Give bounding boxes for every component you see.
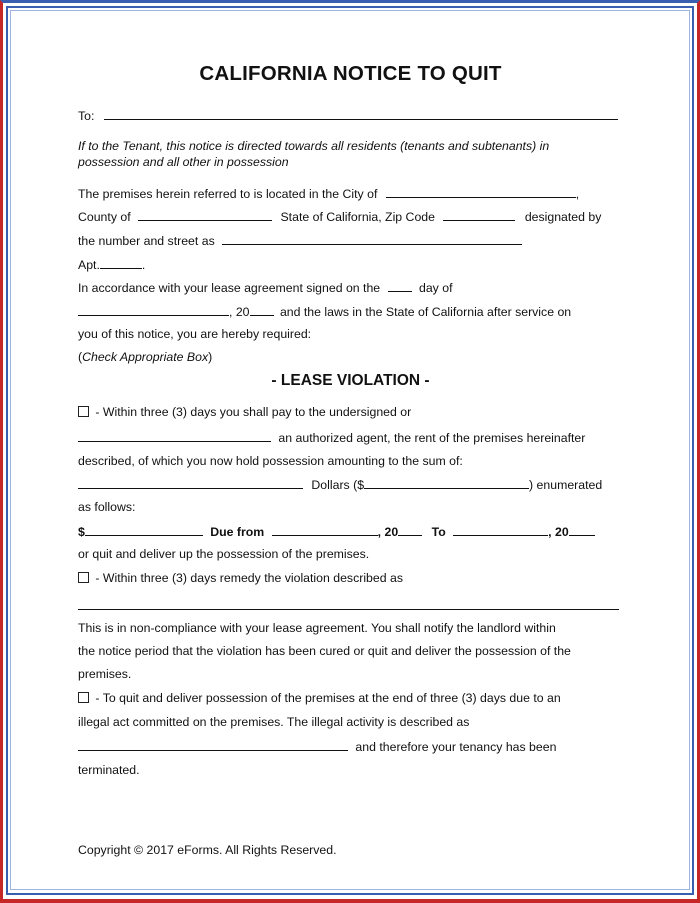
option2-row-1	[78, 571, 403, 585]
dollar-sign: $	[78, 525, 85, 539]
option3-checkbox[interactable]	[78, 692, 89, 703]
enumerated-text: ) enumerated	[529, 478, 603, 492]
dollars-amount-field[interactable]	[364, 477, 529, 489]
option3-row-2: illegal act committed on the premises. The illegal activity is described as	[78, 715, 470, 729]
county-label: County of	[78, 210, 131, 224]
city-field[interactable]	[386, 186, 576, 198]
agent-text: an authorized agent, the rent of the premises hereinafter	[278, 431, 586, 445]
notice-page	[78, 0, 623, 903]
agent-field[interactable]	[78, 430, 271, 442]
option3-row-1	[78, 691, 561, 705]
option2-row-4: premises.	[78, 667, 132, 681]
paren-close: )	[208, 350, 213, 364]
copyright-footer: Copyright © 2017 eForms. All Rights Reserved.	[78, 843, 337, 857]
dollars-label: Dollars ($	[311, 478, 365, 492]
violation-field[interactable]	[78, 598, 619, 610]
lease-row-2	[78, 304, 571, 319]
option3-row-3	[78, 739, 556, 754]
premises-row-3	[78, 233, 522, 248]
paren-open: (	[78, 350, 83, 364]
option1-row-6	[78, 524, 595, 539]
county-field[interactable]	[138, 209, 272, 221]
dollars-words-field[interactable]	[78, 477, 303, 489]
to-label-bold: To	[431, 525, 446, 539]
option2-checkbox[interactable]	[78, 572, 89, 583]
premises-row-2	[78, 209, 601, 224]
tenant-note-line-2: possession and all other in possession	[78, 155, 289, 169]
option1-row-4	[78, 477, 602, 492]
tenant-note-line-1: If to the Tenant, this notice is directed towards all residents (tenants and subtenants) in	[78, 139, 550, 153]
lease-year-field[interactable]	[250, 304, 274, 316]
due-to-field[interactable]	[453, 524, 548, 536]
illegal-activity-field[interactable]	[78, 739, 348, 751]
option3-row-4: terminated.	[78, 763, 140, 777]
day-of-text: day of	[419, 281, 453, 295]
lease-row-4	[78, 350, 212, 364]
option1-text: - Within three (3) days you shall pay to the undersigned or	[92, 405, 412, 419]
lease-row-3: you of this notice, you are hereby required:	[78, 327, 312, 341]
to-field[interactable]	[104, 108, 618, 120]
year-prefix: , 20	[229, 305, 250, 319]
apt-period: .	[141, 258, 146, 272]
violation-row	[78, 598, 619, 613]
designated-by-text: designated by	[524, 210, 602, 224]
option1-row-2	[78, 430, 585, 445]
check-box-instruction: Check Appropriate Box	[82, 350, 209, 364]
laws-text: and the laws in the State of California after service on	[279, 305, 572, 319]
option1-row-1	[78, 405, 411, 419]
zip-label: State of California, Zip Code	[280, 210, 435, 224]
lease-violation-heading: - LEASE VIOLATION -	[271, 372, 430, 389]
due-from-field[interactable]	[272, 524, 378, 536]
lease-month-field[interactable]	[78, 304, 229, 316]
premises-row-4	[78, 257, 145, 272]
lease-row-1	[78, 280, 453, 295]
due-to-year-prefix: , 20	[548, 525, 569, 539]
option2-row-3: the notice period that the violation has been cured or quit and deliver the possession of the	[78, 644, 571, 658]
street-label: the number and street as	[78, 234, 215, 248]
lease-signed-text: In accordance with your lease agreement signed on the	[78, 281, 381, 295]
due-from-label: Due from	[210, 525, 265, 539]
page-title: CALIFORNIA NOTICE TO QUIT	[199, 62, 502, 85]
option1-row-7: or quit and deliver up the possession of the premises.	[78, 547, 370, 561]
zip-field[interactable]	[443, 209, 515, 221]
premises-city-label: The premises herein referred to is located in the City of	[78, 187, 378, 201]
lease-day-field[interactable]	[388, 280, 412, 292]
due-from-year-prefix: , 20	[377, 525, 399, 539]
apt-label: Apt.	[78, 258, 100, 272]
option3-text: - To quit and deliver possession of the premises at the end of three (3) days due to an	[92, 691, 561, 705]
amount-field[interactable]	[85, 524, 203, 536]
due-from-year-field[interactable]	[398, 524, 422, 536]
option1-row-5: as follows:	[78, 500, 136, 514]
to-row	[78, 108, 618, 123]
due-to-year-field[interactable]	[569, 524, 595, 536]
option2-text: - Within three (3) days remedy the violation described as	[92, 571, 403, 585]
premises-comma: ,	[575, 187, 580, 201]
premises-row-1	[78, 186, 579, 201]
street-field[interactable]	[222, 233, 522, 245]
option1-row-3: described, of which you now hold possession amounting to the sum of:	[78, 454, 463, 468]
apt-field[interactable]	[100, 257, 142, 269]
tenancy-text: and therefore your tenancy has been	[355, 740, 557, 754]
option1-checkbox[interactable]	[78, 406, 89, 417]
option2-row-2: This is in non-compliance with your lease agreement. You shall notify the landlord within	[78, 621, 556, 635]
to-label: To:	[78, 109, 95, 123]
